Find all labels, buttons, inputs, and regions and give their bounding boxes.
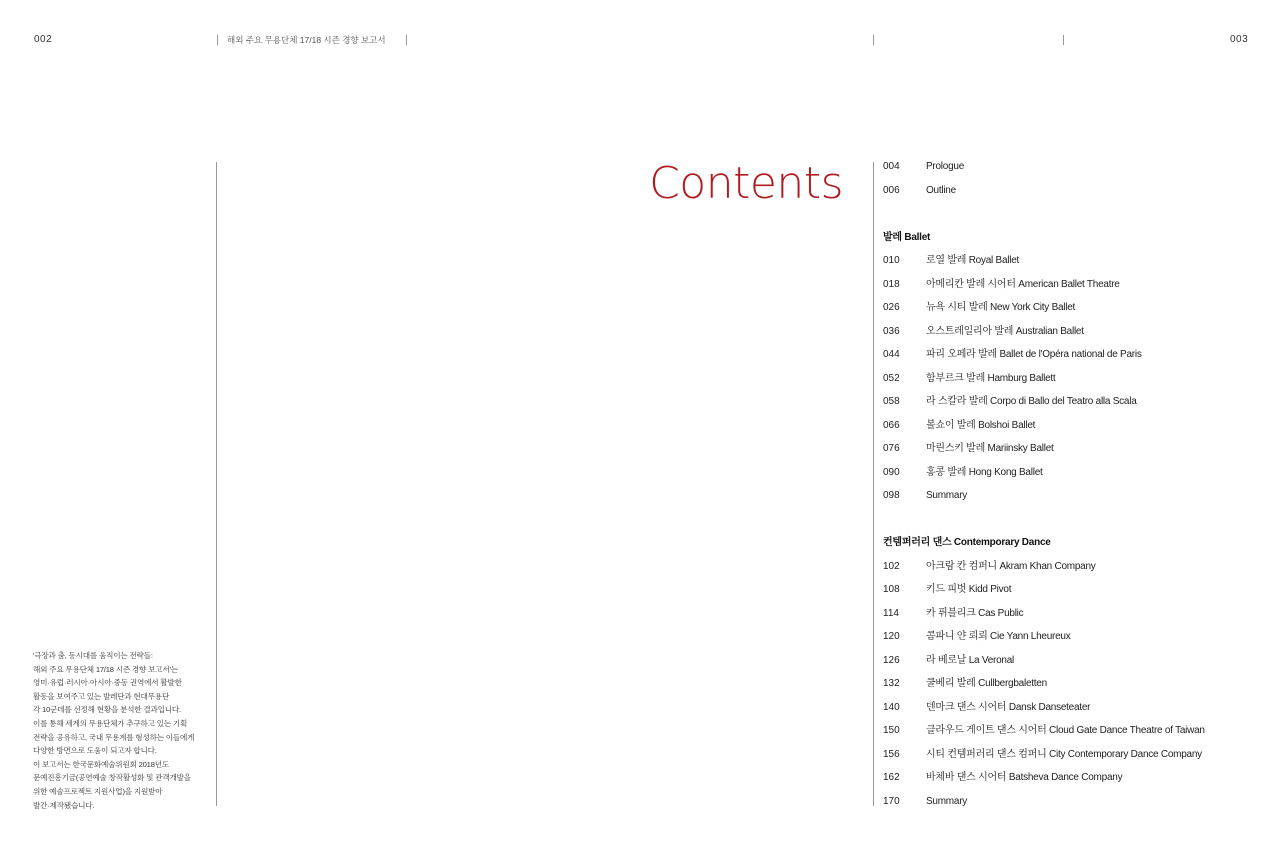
toc-page-number: 066 — [883, 419, 900, 431]
toc-entry[interactable] — [883, 748, 1263, 772]
toc-entry[interactable] — [883, 771, 1263, 795]
colophon-line: '극장과 춤, 동시대를 움직이는 전략들: — [33, 651, 153, 660]
toc-page-number: 044 — [883, 349, 900, 360]
left-page-vertical-rule — [216, 162, 217, 806]
toc-label: Summary — [926, 795, 968, 807]
toc-entry[interactable] — [883, 583, 1263, 607]
toc-entry[interactable] — [883, 278, 1263, 302]
toc-page-number: 052 — [883, 372, 900, 384]
colophon-line: 이를 통해 세계의 무용단체가 추구하고 있는 기획 — [33, 718, 188, 728]
colophon-line: 해외 주요 무용단체 17/18 시즌 경향 보고서'는 — [33, 664, 178, 674]
toc-entry[interactable] — [883, 419, 1263, 443]
running-title: 해외 주요 무용단체 17/18 시즌 경향 보고서 — [227, 35, 386, 45]
header-divider-mid-left — [406, 35, 407, 45]
toc-entry[interactable] — [883, 372, 1263, 396]
toc-entry[interactable] — [883, 701, 1263, 725]
colophon-line: 영미·유럽·러시아·아시아·중동 권역에서 활발한 — [33, 678, 182, 688]
toc-label: Summary — [926, 490, 968, 501]
header-divider-mid-right — [873, 35, 874, 45]
toc-entry-prologue[interactable] — [883, 160, 1263, 184]
toc-label: 라 베로날 La Veronal — [926, 654, 1015, 666]
right-page-number: 003 — [1230, 34, 1249, 45]
toc-entry[interactable] — [883, 395, 1263, 419]
toc-entry[interactable] — [883, 325, 1263, 349]
table-of-contents — [883, 160, 1263, 818]
toc-label: 오스트레일리아 발레 Australian Ballet — [926, 325, 1084, 337]
left-page-number: 002 — [34, 34, 53, 45]
colophon-line: 전략을 공유하고, 국내 무용계를 형성하는 이들에게 — [33, 732, 195, 742]
toc-section-heading-contemporary: 컨템퍼러리 댄스 Contemporary Dance — [883, 537, 1051, 548]
toc-label: 클라우드 게이트 댄스 시어터 Cloud Gate Dance Theatre of Taiwan — [926, 725, 1205, 736]
toc-label: 키드 피벗 Kidd Pivot — [926, 584, 1012, 595]
toc-page-number: 036 — [883, 325, 900, 337]
toc-entry[interactable] — [883, 348, 1263, 372]
colophon-line: 발간·제작됐습니다. — [33, 800, 95, 810]
toc-page-number: 058 — [883, 396, 900, 407]
toc-label: 시티 컨템퍼러리 댄스 컴퍼니 City Contemporary Dance Company — [926, 748, 1202, 760]
colophon — [33, 649, 213, 812]
toc-label: 볼쇼이 발레 Bolshoi Ballet — [926, 419, 1036, 431]
toc-label: 함부르크 발레 Hamburg Ballett — [926, 372, 1056, 384]
toc-label: 쿨베리 발레 Cullbergbaletten — [926, 678, 1047, 689]
toc-page-number: 132 — [883, 678, 900, 689]
toc-page-number: 162 — [883, 772, 900, 783]
toc-entry[interactable] — [883, 560, 1263, 584]
toc-page-number: 026 — [883, 302, 900, 313]
toc-label: 라 스칼라 발레 Corpo di Ballo del Teatro alla Scala — [926, 396, 1137, 407]
toc-page-number: 150 — [883, 725, 900, 736]
toc-entry[interactable] — [883, 442, 1263, 466]
toc-label: 로열 발레 Royal Ballet — [926, 255, 1020, 266]
toc-page-number: 140 — [883, 701, 900, 713]
toc-entry[interactable] — [883, 489, 1263, 513]
toc-page-number: 006 — [883, 184, 900, 196]
toc-page-number: 102 — [883, 560, 900, 572]
toc-section-heading-ballet: 발레 Ballet — [883, 231, 931, 243]
toc-label: Prologue — [926, 161, 965, 172]
toc-page-number: 120 — [883, 631, 900, 642]
toc-entry[interactable] — [883, 607, 1263, 631]
toc-label: 파리 오페라 발레 Ballet de l'Opéra national de Paris — [926, 349, 1142, 360]
colophon-line: 활동을 보여주고 있는 발레단과 현대무용단 — [33, 691, 170, 701]
toc-label: 마린스키 발레 Mariinsky Ballet — [926, 443, 1054, 454]
toc-label: 콤파니 얀 뢰뢰 Cie Yann Lheureux — [926, 631, 1071, 642]
toc-entry-outline[interactable] — [883, 184, 1263, 208]
toc-page-number: 076 — [883, 443, 900, 454]
colophon-line: 위한 예술프로젝트 지원사업)을 지원받아 — [33, 786, 163, 796]
toc-entry[interactable] — [883, 724, 1263, 748]
toc-page-number: 098 — [883, 490, 900, 501]
toc-entry[interactable] — [883, 254, 1263, 278]
toc-page-number: 004 — [883, 161, 900, 172]
colophon-line: 이 보고서는 한국문화예술위원회 2018년도 — [33, 759, 169, 769]
toc-page-number: 170 — [883, 795, 900, 807]
toc-label: 홍콩 발레 Hong Kong Ballet — [926, 466, 1043, 478]
toc-label: 카 퓌블리크 Cas Public — [926, 607, 1024, 619]
toc-spacer — [883, 513, 1263, 537]
toc-entry[interactable] — [883, 654, 1263, 678]
toc-vertical-rule — [873, 162, 874, 806]
toc-label: Outline — [926, 184, 956, 196]
toc-entry[interactable] — [883, 630, 1263, 654]
toc-label: 아크람 칸 컴퍼니 Akram Khan Company — [926, 560, 1096, 572]
toc-label: 아메리칸 발레 시어터 American Ballet Theatre — [926, 278, 1120, 290]
toc-spacer — [883, 207, 1263, 231]
toc-page-number: 090 — [883, 466, 900, 478]
contents-title: Contents — [649, 158, 843, 209]
toc-page-number: 156 — [883, 748, 900, 760]
toc-entry[interactable] — [883, 301, 1263, 325]
toc-label: 바체바 댄스 시어터 Batsheva Dance Company — [926, 772, 1123, 783]
toc-page-number: 126 — [883, 654, 900, 666]
toc-page-number: 010 — [883, 255, 900, 266]
toc-page-number: 018 — [883, 278, 900, 290]
header-divider-left — [217, 35, 218, 45]
toc-entry[interactable] — [883, 466, 1263, 490]
toc-label: 덴마크 댄스 시어터 Dansk Danseteater — [926, 701, 1091, 713]
header-divider-right — [1063, 35, 1064, 45]
colophon-line: 다양한 방면으로 도움이 되고자 합니다. — [33, 746, 157, 756]
colophon-line: 각 10군데를 선정해 현황을 분석한 결과입니다. — [33, 705, 181, 715]
colophon-line: 문예진흥기금(공연예술 창작활성화 및 관객개발을 — [33, 773, 191, 783]
toc-label: 뉴욕 시티 발레 New York City Ballet — [926, 302, 1076, 313]
toc-page-number: 114 — [883, 607, 899, 619]
toc-page-number: 108 — [883, 584, 900, 595]
toc-entry[interactable] — [883, 677, 1263, 701]
toc-entry[interactable] — [883, 795, 1263, 819]
